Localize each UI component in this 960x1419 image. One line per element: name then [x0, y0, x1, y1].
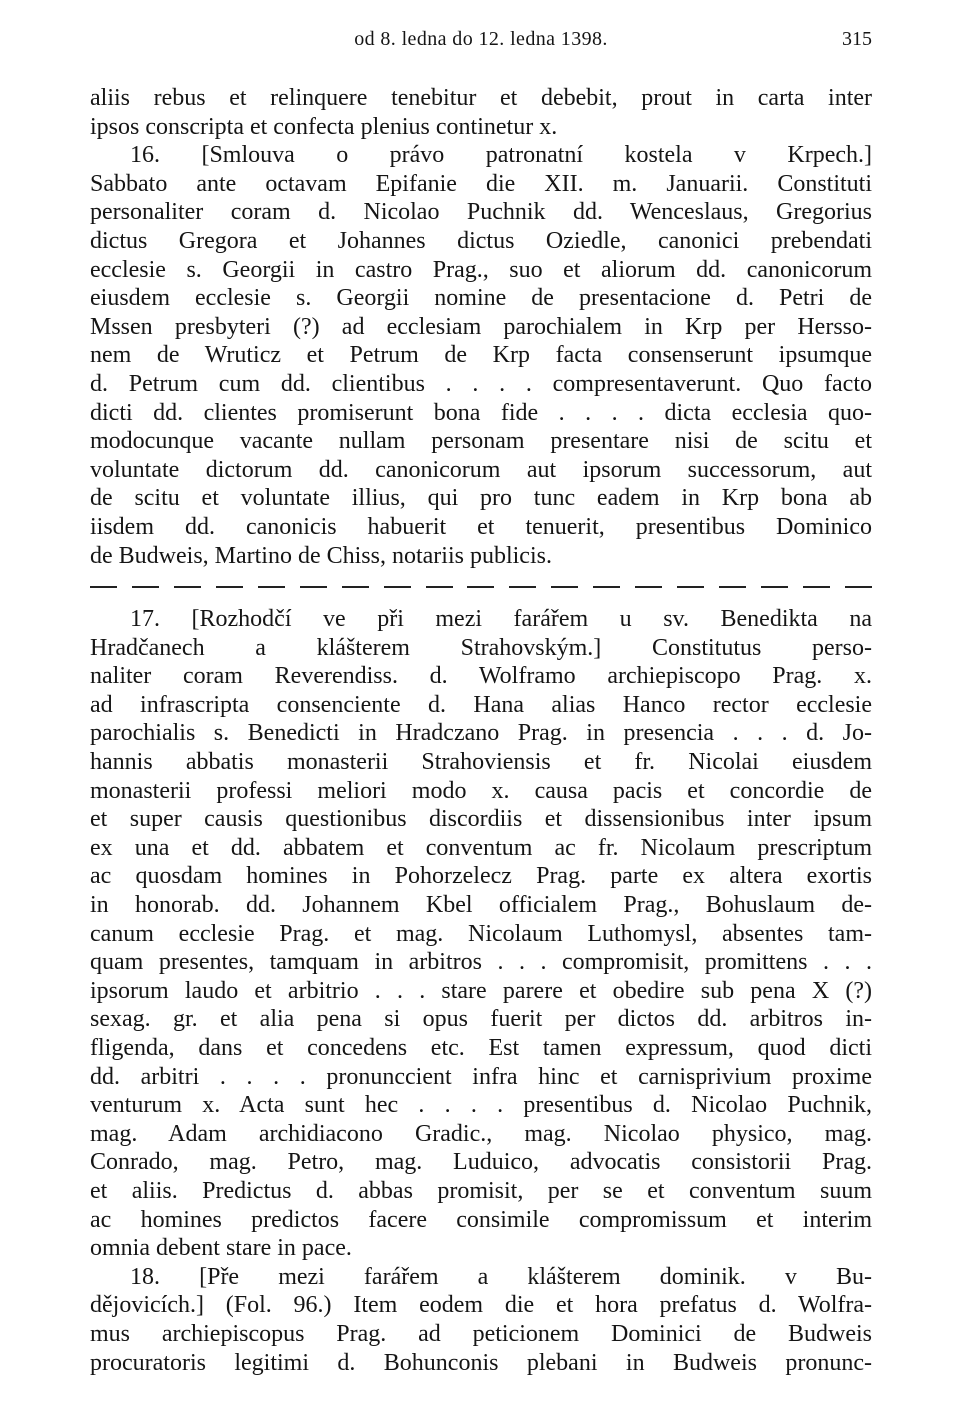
text-line: mag. Adam archidiacono Gradic., mag. Nicolao physico, mag. — [90, 1120, 872, 1147]
text-line: parochialis s. Benedicti in Hradczano Prag. in presencia . . . d. Jo- — [90, 720, 872, 747]
text-line: monasterii professi meliori modo x. causa pacis et concordie de — [90, 777, 872, 804]
text-line: eiusdem ecclesie s. Georgii nomine de presentacione d. Petri de — [90, 285, 872, 312]
text-line: naliter coram Reverendiss. d. Wolframo archiepiscopo Prag. x. — [90, 663, 872, 690]
text-line: de Budweis, Martino de Chiss, notariis publicis. — [90, 542, 552, 569]
text-line: dictus Gregora et Johannes dictus Oziedle, canonici prebendati — [90, 227, 872, 254]
text-line: iisdem dd. canonicis habuerit et tenuerit, presentibus Dominico — [90, 513, 872, 540]
text-line: dějovicích.] (Fol. 96.) Item eodem die et hora prefatus d. Wolfra- — [90, 1292, 872, 1319]
text-line: in honorab. dd. Johannem Kbel officialem Prag., Bohuslaum de- — [90, 892, 872, 919]
text-line: ex una et dd. abbatem et conventum ac fr. Nicolaum prescriptum — [90, 834, 872, 861]
text-line: voluntate dictorum dd. canonicorum aut ipsorum successorum, aut — [90, 456, 872, 483]
text-line: Hradčanech a klášterem Strahovským.] Constitutus perso- — [90, 634, 872, 661]
text-line: modocunque vacante nullam personam presentare nisi de scitu et — [90, 428, 872, 455]
dashed-divider — [90, 573, 872, 601]
text-line: ipsos conscripta et confecta plenius continetur x. — [90, 113, 558, 140]
entry-18-heading-line: 18. [Pře mezi farářem a klášterem dominik. v Bu- — [130, 1263, 872, 1290]
entry-17-heading-line: 17. [Rozhodčí ve při mezi farářem u sv. Benedikta na — [130, 606, 872, 633]
text-line: ac homines predictos facere consimile compromissum et interim — [90, 1206, 872, 1233]
page-number: 315 — [842, 28, 872, 50]
text-line: procuratoris legitimi d. Bohunconis plebani in Budweis pronunc- — [90, 1349, 872, 1376]
text-line: ipsorum laudo et arbitrio . . . stare parere et obedire sub pena X (?) — [90, 977, 872, 1004]
text-line: Sabbato ante octavam Epifanie die XII. m. Januarii. Constituti — [90, 170, 872, 197]
body-text — [90, 84, 872, 1377]
text-line: hannis abbatis monasterii Strahoviensis et fr. Nicolai eiusdem — [90, 749, 872, 776]
text-line: fligenda, dans et concedens etc. Est tamen expressum, quod dicti — [90, 1035, 872, 1061]
text-line: quam presentes, tamquam in arbitros . . . compromisit, promittens . . . — [90, 949, 872, 976]
text-line: Conrado, mag. Petro, mag. Luduico, advocatis consistorii Prag. — [90, 1149, 872, 1176]
text-line: mus archiepiscopus Prag. ad peticionem Dominici de Budweis — [90, 1320, 872, 1347]
text-line: aliis rebus et relinquere tenebitur et debebit, prout in carta inter — [90, 85, 872, 111]
text-line: omnia debent stare in pace. — [90, 1235, 352, 1262]
text-line: sexag. gr. et alia pena si opus fuerit per dictos dd. arbitros in- — [90, 1006, 872, 1033]
text-line: de scitu et voluntate illius, qui pro tunc eadem in Krp bona ab — [90, 485, 872, 512]
text-line: et super causis questionibus discordiis et dissensionibus inter ipsum — [90, 806, 872, 833]
running-head — [90, 28, 872, 58]
running-title: od 8. ledna do 12. ledna 1398. — [354, 28, 608, 50]
text-line: canum ecclesie Prag. et mag. Nicolaum Luthomysl, absentes tam- — [90, 920, 872, 947]
text-line: personaliter coram d. Nicolao Puchnik dd. Wenceslaus, Gregorius — [90, 199, 872, 226]
text-line: ac quosdam homines in Pohorzelecz Prag. parte ex altera exortis — [90, 863, 872, 890]
text-line: dd. arbitri . . . . pronunccient infra hinc et carnisprivium proxime — [90, 1063, 872, 1090]
text-line: et aliis. Predictus d. abbas promisit, per se et conventum suum — [90, 1177, 872, 1204]
entry-16-heading-line: 16. [Smlouva o právo patronatní kostela v Krpech.] — [130, 142, 872, 169]
text-line: d. Petrum cum dd. clientibus . . . . compresentaverunt. Quo facto — [90, 370, 872, 397]
text-line: dicti dd. clientes promiserunt bona fide . . . . dicta ecclesia quo- — [90, 399, 872, 426]
text-line: ad infrascripta consenciente d. Hana alias Hanco rector ecclesie — [90, 691, 872, 718]
text-line: ecclesie s. Georgii in castro Prag., suo et aliorum dd. canonicorum — [90, 256, 872, 283]
text-line: nem de Wruticz et Petrum de Krp facta consenserunt ipsumque — [90, 342, 872, 369]
text-line: venturum x. Acta sunt hec . . . . presentibus d. Nicolao Puchnik, — [90, 1092, 872, 1119]
text-line: Mssen presbyteri (?) ad ecclesiam parochialem in Krp per Hersso- — [90, 313, 872, 340]
